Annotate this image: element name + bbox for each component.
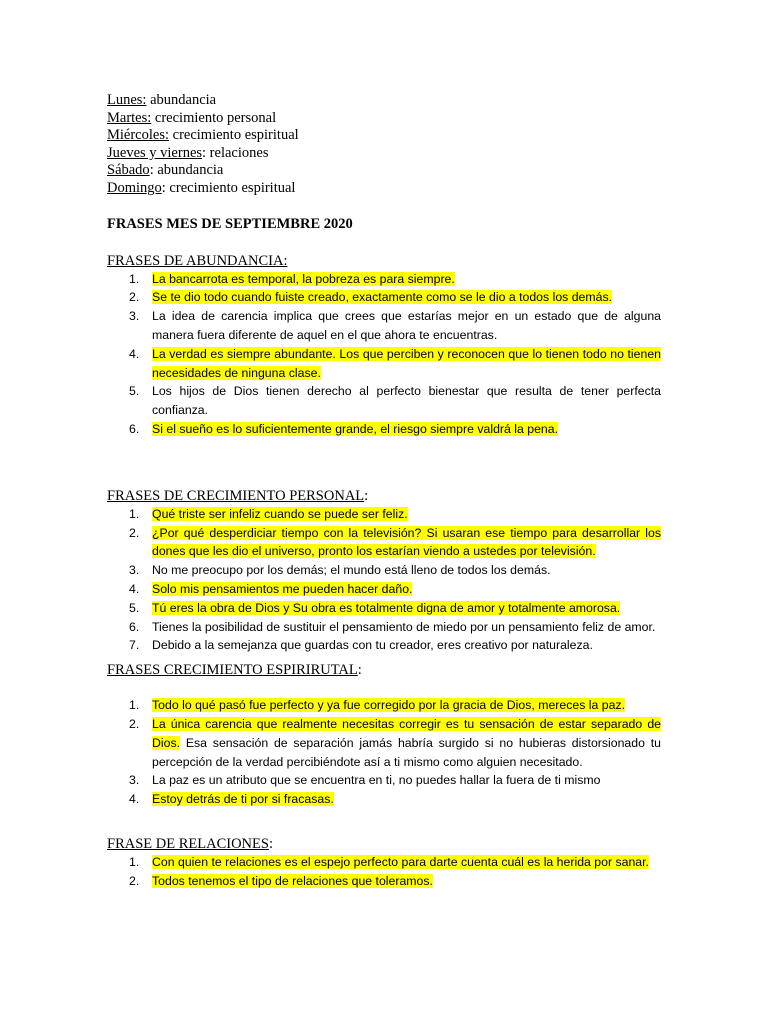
schedule-topic: crecimiento personal <box>151 109 277 126</box>
list-item <box>107 618 661 637</box>
schedule-topic: abundancia <box>146 92 217 108</box>
list-item-number: 3. <box>129 563 140 578</box>
list-item-text: La idea de carencia implica que crees que estarías mejor en un estado que de alguna manera fuera diferente de aquel en el que ahora te encuentras. <box>152 309 661 342</box>
section-heading-text: FRASES CRECIMIENTO ESPIRIRUTAL <box>107 662 358 679</box>
list-item <box>107 382 661 420</box>
schedule-day: Sábado <box>107 162 150 179</box>
list-item <box>107 636 661 655</box>
list-item-number: 1. <box>129 506 140 521</box>
list-item-number: 7. <box>129 638 140 653</box>
list-item-text: Los hijos de Dios tienen derecho al perfecto bienestar que resulta de tener perfecta confianza. <box>152 384 661 418</box>
list-item-number: 2. <box>129 873 140 888</box>
list-item-number: 1. <box>129 271 140 286</box>
list-item <box>107 420 661 439</box>
schedule-topic: crecimiento espiritual <box>169 127 299 144</box>
list-item-text: Debido a la semejanza que guardas con tu creador, eres creativo por naturaleza. <box>152 638 593 653</box>
list-item-text-rest: Esa sensación de separación jamás habría surgido si no hubieras distorsionado tu percepción de la verdad percibiéndote así a ti mismo como alguien necesitado. <box>152 735 661 769</box>
schedule-row-monday <box>107 92 661 110</box>
list-item <box>107 771 661 790</box>
list-item-number: 2. <box>129 290 140 305</box>
schedule-row-saturday <box>107 162 661 180</box>
list-item-number: 3. <box>129 773 140 788</box>
section-heading-text: FRASES DE ABUNDANCIA: <box>107 252 288 269</box>
list-item <box>107 696 661 715</box>
section-heading-abundancia <box>107 252 661 270</box>
section-heading-text: FRASES DE CRECIMIENTO PERSONAL <box>107 487 365 504</box>
list-item-text: No me preocupo por los demás; el mundo está lleno de todos los demás. <box>152 563 551 578</box>
document-title: FRASES MES DE SEPTIEMBRE 2020 <box>107 215 353 232</box>
list-item-number: 4. <box>129 346 140 361</box>
list-item-number: 2. <box>129 716 140 731</box>
list-item-text: Se te dio todo cuando fuiste creado, exactamente como se le dio a todos los demás. <box>152 290 613 305</box>
list-item <box>107 288 661 307</box>
weekly-schedule <box>107 92 661 198</box>
list-item-number: 4. <box>129 792 140 807</box>
document-page <box>107 92 661 890</box>
section-heading-personal <box>107 487 661 505</box>
list-item-number: 1. <box>129 854 140 869</box>
schedule-row-wednesday <box>107 127 661 145</box>
schedule-day: Domingo <box>107 179 162 196</box>
schedule-day: Lunes: <box>107 92 147 108</box>
schedule-day: Martes: <box>107 109 152 126</box>
schedule-topic: : relaciones <box>202 144 269 161</box>
list-item-number: 2. <box>129 525 140 540</box>
list-item-text: La bancarrota es temporal, la pobreza es para siempre. <box>152 271 455 286</box>
list-item-text: Si el sueño es lo suficientemente grande, el riesgo siempre valdrá la pena. <box>152 421 559 436</box>
list-personal <box>107 505 661 655</box>
list-item-number: 3. <box>129 309 140 324</box>
list-item-text: Estoy detrás de ti por si fracasas. <box>152 792 334 807</box>
schedule-row-thursday-friday <box>107 145 661 163</box>
section-heading-suffix: : <box>357 662 362 679</box>
list-item <box>107 345 661 383</box>
list-item-number: 4. <box>129 581 140 596</box>
list-item-text-highlighted: La única carencia que realmente necesitas corregir es tu sensación de estar separado de Dios. <box>152 716 661 750</box>
list-item-number: 1. <box>129 698 140 713</box>
list-item <box>107 790 661 809</box>
list-item-text: Solo mis pensamientos me pueden hacer daño. <box>152 581 413 596</box>
list-item-number: 6. <box>129 421 140 436</box>
list-item-text: Tienes la posibilidad de sustituir el pensamiento de miedo por un pensamiento feliz de amor. <box>152 619 656 634</box>
list-item-text: ¿Por qué desperdiciar tiempo con la televisión? Si usaran ese tiempo para desarrollar los dones que les dio el universo, pronto los estarían viendo a ustedes por televisión. <box>152 525 661 559</box>
list-item-text: La verdad es siempre abundante. Los que perciben y reconocen que lo tienen todo no tienen necesidades de ninguna clase. <box>152 346 661 380</box>
list-item <box>107 505 661 524</box>
list-espiritual <box>107 696 661 809</box>
list-item <box>107 872 661 891</box>
list-relaciones <box>107 853 661 891</box>
list-item <box>107 270 661 289</box>
list-item <box>107 307 661 345</box>
schedule-row-tuesday <box>107 110 661 128</box>
list-item <box>107 715 661 771</box>
section-heading-suffix: : <box>364 487 369 504</box>
schedule-topic: : abundancia <box>149 162 224 179</box>
list-item-text: Todo lo qué pasó fue perfecto y ya fue corregido por la gracia de Dios, mereces la paz. <box>152 698 626 713</box>
list-item <box>107 580 661 599</box>
list-item <box>107 524 661 562</box>
list-item <box>107 853 661 872</box>
list-item-number: 5. <box>129 384 140 399</box>
list-item-text: La paz es un atributo que se encuentra en ti, no puedes hallar la fuera de ti mismo <box>152 773 601 788</box>
list-item-text: Todos tenemos el tipo de relaciones que toleramos. <box>152 873 433 888</box>
section-heading-text: FRASE DE RELACIONES <box>107 835 269 852</box>
list-item-text: Qué triste ser infeliz cuando se puede ser feliz. <box>152 506 408 521</box>
list-abundancia <box>107 270 661 439</box>
list-item-number: 5. <box>129 600 140 615</box>
list-item-text: Con quien te relaciones es el espejo perfecto para darte cuenta cuál es la herida por sanar. <box>152 854 649 869</box>
schedule-topic: : crecimiento espiritual <box>161 179 296 196</box>
list-item <box>107 561 661 580</box>
list-item <box>107 599 661 618</box>
schedule-day: Miércoles: <box>107 127 170 144</box>
schedule-row-sunday <box>107 180 661 198</box>
list-item-text: Tú eres la obra de Dios y Su obra es totalmente digna de amor y totalmente amorosa. <box>152 600 621 615</box>
section-heading-suffix: : <box>268 835 273 852</box>
section-heading-relaciones <box>107 835 661 853</box>
section-heading-espiritual <box>107 661 661 679</box>
schedule-day: Jueves y viernes <box>107 144 203 161</box>
list-item-number: 6. <box>129 619 140 634</box>
